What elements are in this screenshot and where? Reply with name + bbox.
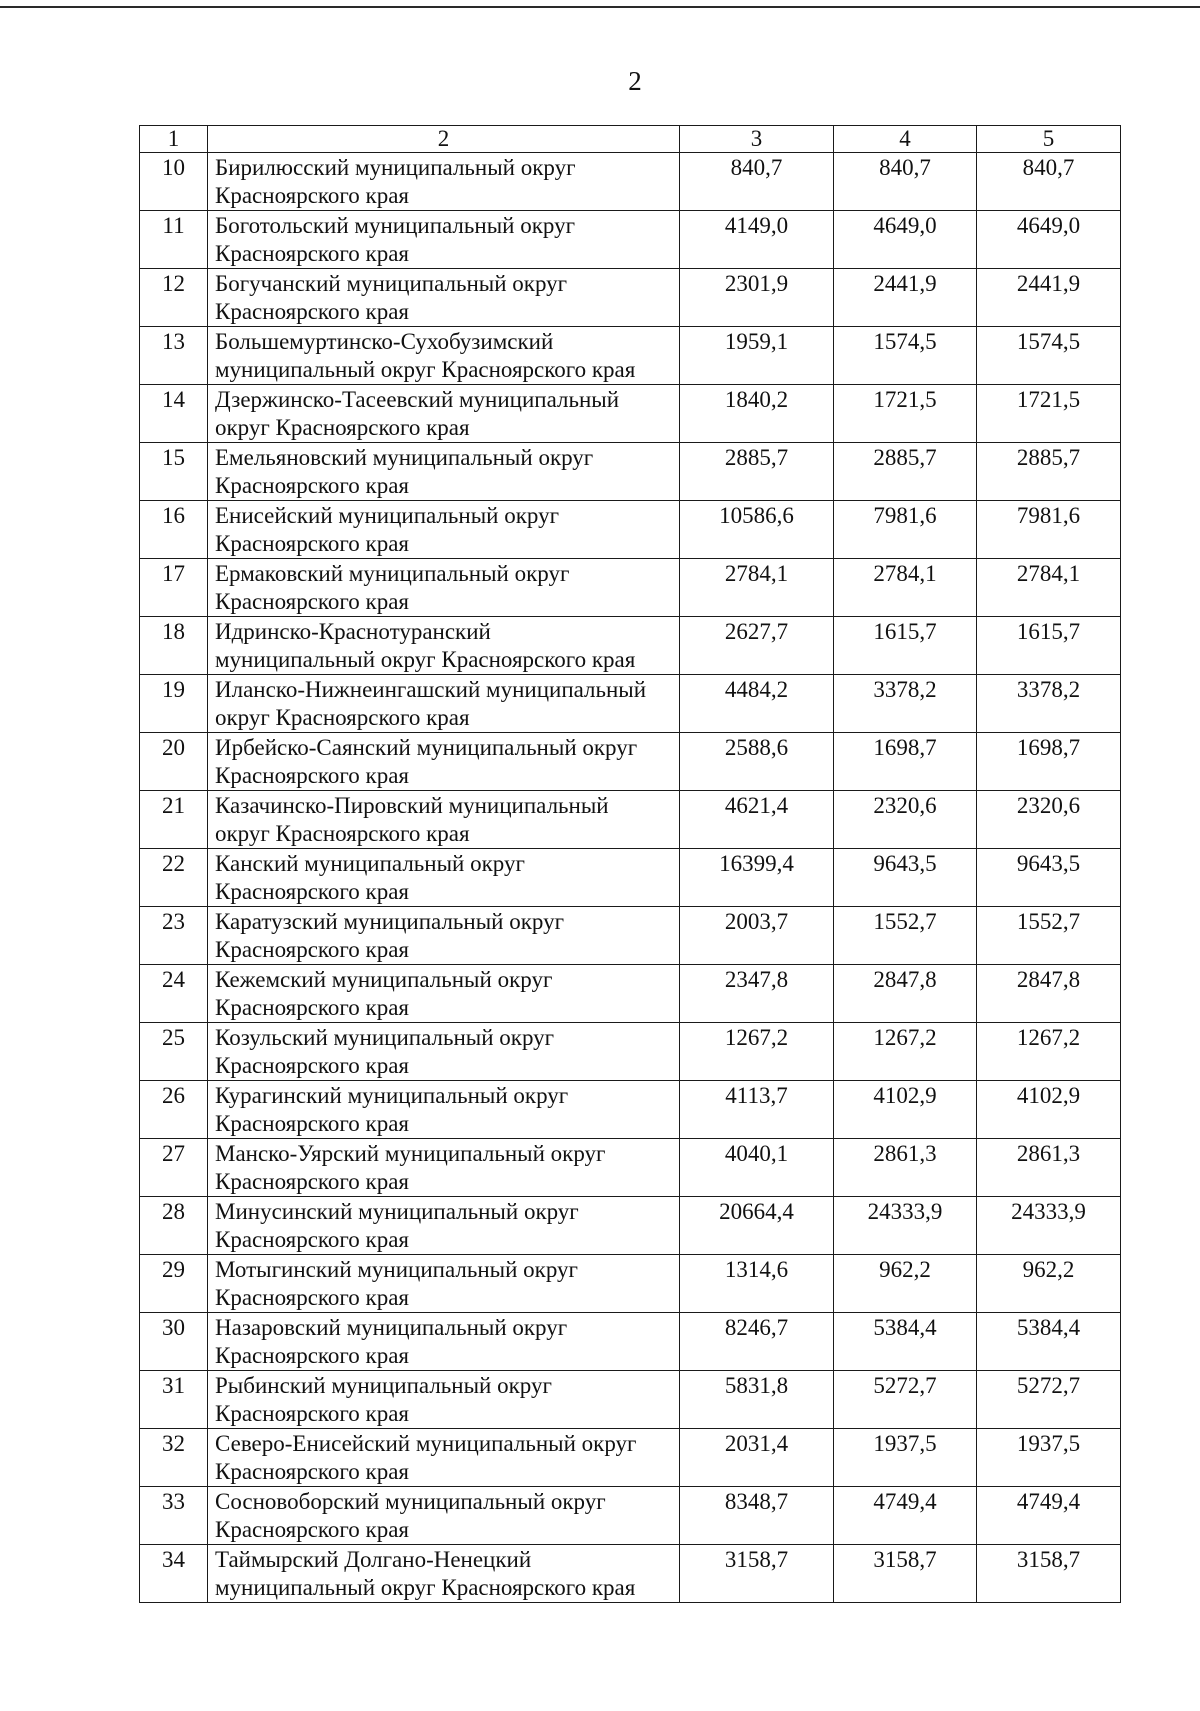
value-col-4: 1937,5	[834, 1429, 977, 1487]
value-col-5: 1721,5	[977, 385, 1121, 443]
table-row	[140, 907, 1121, 965]
municipality-name-line-1: Идринско-Краснотуранский	[215, 619, 491, 644]
row-number: 33	[140, 1487, 208, 1545]
municipality-name-line-1: Казачинско-Пировский муниципальный	[215, 793, 609, 818]
value-col-4: 1615,7	[834, 617, 977, 675]
municipality-name	[208, 617, 680, 675]
value-col-5: 1267,2	[977, 1023, 1121, 1081]
row-number: 31	[140, 1371, 208, 1429]
row-number: 16	[140, 501, 208, 559]
municipality-name	[208, 1313, 680, 1371]
table-row	[140, 327, 1121, 385]
value-col-5: 24333,9	[977, 1197, 1121, 1255]
municipality-name	[208, 675, 680, 733]
table-header-row	[140, 126, 1121, 153]
row-number: 10	[140, 153, 208, 211]
value-col-3: 1959,1	[680, 327, 834, 385]
municipality-name-line-2: Красноярского края	[215, 763, 409, 788]
row-number: 22	[140, 849, 208, 907]
value-col-5: 840,7	[977, 153, 1121, 211]
municipality-name-line-2: Красноярского края	[215, 1111, 409, 1136]
value-col-3: 2784,1	[680, 559, 834, 617]
municipality-name-line-2: округ Красноярского края	[215, 705, 470, 730]
value-col-5: 5384,4	[977, 1313, 1121, 1371]
value-col-5: 3158,7	[977, 1545, 1121, 1603]
municipality-name	[208, 211, 680, 269]
municipality-name-line-2: Красноярского края	[215, 1343, 409, 1368]
value-col-3: 2885,7	[680, 443, 834, 501]
table-row	[140, 211, 1121, 269]
table-row	[140, 617, 1121, 675]
value-col-4: 3158,7	[834, 1545, 977, 1603]
municipality-name	[208, 385, 680, 443]
municipality-name-line-1: Кежемский муниципальный округ	[215, 967, 553, 992]
value-col-4: 4649,0	[834, 211, 977, 269]
municipality-name-line-2: Красноярского края	[215, 531, 409, 556]
value-col-5: 4102,9	[977, 1081, 1121, 1139]
table-row	[140, 1081, 1121, 1139]
value-col-3: 2031,4	[680, 1429, 834, 1487]
municipality-name	[208, 1545, 680, 1603]
municipality-name	[208, 1371, 680, 1429]
municipality-name-line-2: Красноярского края	[215, 937, 409, 962]
table-row	[140, 1197, 1121, 1255]
row-number: 12	[140, 269, 208, 327]
value-col-4: 2885,7	[834, 443, 977, 501]
value-col-4: 1698,7	[834, 733, 977, 791]
municipality-name-line-2: Красноярского края	[215, 183, 409, 208]
value-col-3: 8348,7	[680, 1487, 834, 1545]
municipality-name-line-2: Красноярского края	[215, 1227, 409, 1252]
row-number: 32	[140, 1429, 208, 1487]
table-row	[140, 153, 1121, 211]
municipality-name-line-2: Красноярского края	[215, 241, 409, 266]
municipality-name	[208, 1081, 680, 1139]
value-col-4: 1721,5	[834, 385, 977, 443]
data-table	[139, 125, 1121, 1603]
header-cell-2: 2	[208, 126, 680, 153]
municipality-name	[208, 733, 680, 791]
municipality-name-line-1: Сосновоборский муниципальный округ	[215, 1489, 606, 1514]
table-row	[140, 733, 1121, 791]
municipality-name-line-2: Красноярского края	[215, 473, 409, 498]
value-col-4: 1574,5	[834, 327, 977, 385]
value-col-5: 2885,7	[977, 443, 1121, 501]
value-col-3: 4113,7	[680, 1081, 834, 1139]
table-row	[140, 849, 1121, 907]
value-col-4: 2861,3	[834, 1139, 977, 1197]
table-row	[140, 1023, 1121, 1081]
municipality-name-line-2: Красноярского края	[215, 1169, 409, 1194]
row-number: 24	[140, 965, 208, 1023]
value-col-5: 5272,7	[977, 1371, 1121, 1429]
municipality-name-line-1: Ирбейско-Саянский муниципальный округ	[215, 735, 638, 760]
municipality-name	[208, 327, 680, 385]
header-cell-1: 1	[140, 126, 208, 153]
row-number: 27	[140, 1139, 208, 1197]
table-row	[140, 675, 1121, 733]
row-number: 23	[140, 907, 208, 965]
value-col-5: 2847,8	[977, 965, 1121, 1023]
municipality-name-line-2: Красноярского края	[215, 879, 409, 904]
header-cell-3: 3	[680, 126, 834, 153]
municipality-name	[208, 269, 680, 327]
value-col-3: 8246,7	[680, 1313, 834, 1371]
table-row	[140, 1429, 1121, 1487]
value-col-4: 1267,2	[834, 1023, 977, 1081]
municipality-name-line-1: Минусинский муниципальный округ	[215, 1199, 579, 1224]
municipality-name-line-1: Манско-Уярский муниципальный округ	[215, 1141, 606, 1166]
table-row	[140, 443, 1121, 501]
value-col-5: 4749,4	[977, 1487, 1121, 1545]
value-col-4: 962,2	[834, 1255, 977, 1313]
table-row	[140, 501, 1121, 559]
value-col-5: 2784,1	[977, 559, 1121, 617]
value-col-5: 3378,2	[977, 675, 1121, 733]
table-row	[140, 791, 1121, 849]
value-col-5: 2441,9	[977, 269, 1121, 327]
header-cell-4: 4	[834, 126, 977, 153]
row-number: 29	[140, 1255, 208, 1313]
value-col-5: 2320,6	[977, 791, 1121, 849]
value-col-4: 4749,4	[834, 1487, 977, 1545]
value-col-3: 1840,2	[680, 385, 834, 443]
value-col-4: 5384,4	[834, 1313, 977, 1371]
row-number: 11	[140, 211, 208, 269]
value-col-3: 3158,7	[680, 1545, 834, 1603]
value-col-5: 2861,3	[977, 1139, 1121, 1197]
municipality-name-line-1: Мотыгинский муниципальный округ	[215, 1257, 578, 1282]
row-number: 28	[140, 1197, 208, 1255]
municipality-name	[208, 1429, 680, 1487]
table-row	[140, 1139, 1121, 1197]
municipality-name-line-2: округ Красноярского края	[215, 415, 470, 440]
table-row	[140, 1545, 1121, 1603]
municipality-name-line-2: Красноярского края	[215, 1285, 409, 1310]
municipality-name-line-2: Красноярского края	[215, 1517, 409, 1542]
value-col-4: 5272,7	[834, 1371, 977, 1429]
municipality-name	[208, 849, 680, 907]
municipality-name	[208, 559, 680, 617]
municipality-name-line-1: Таймырский Долгано-Ненецкий	[215, 1547, 532, 1572]
value-col-3: 5831,8	[680, 1371, 834, 1429]
table-row	[140, 1371, 1121, 1429]
municipality-name-line-1: Козульский муниципальный округ	[215, 1025, 555, 1050]
value-col-5: 1574,5	[977, 327, 1121, 385]
municipality-name	[208, 965, 680, 1023]
row-number: 21	[140, 791, 208, 849]
table-row	[140, 1487, 1121, 1545]
value-col-3: 16399,4	[680, 849, 834, 907]
municipality-name	[208, 501, 680, 559]
municipality-name-line-1: Большемуртинско-Сухобузимский	[215, 329, 554, 354]
value-col-3: 1314,6	[680, 1255, 834, 1313]
municipality-name-line-1: Рыбинский муниципальный округ	[215, 1373, 552, 1398]
row-number: 17	[140, 559, 208, 617]
municipality-name	[208, 1197, 680, 1255]
value-col-3: 2588,6	[680, 733, 834, 791]
value-col-3: 2627,7	[680, 617, 834, 675]
municipality-name-line-1: Емельяновский муниципальный округ	[215, 445, 594, 470]
value-col-3: 4040,1	[680, 1139, 834, 1197]
municipality-name	[208, 1255, 680, 1313]
value-col-3: 2301,9	[680, 269, 834, 327]
municipality-name	[208, 1487, 680, 1545]
value-col-3: 2347,8	[680, 965, 834, 1023]
municipality-name-line-2: округ Красноярского края	[215, 821, 470, 846]
table-row	[140, 385, 1121, 443]
value-col-3: 4484,2	[680, 675, 834, 733]
row-number: 25	[140, 1023, 208, 1081]
municipality-name-line-2: Красноярского края	[215, 299, 409, 324]
value-col-4: 9643,5	[834, 849, 977, 907]
value-col-3: 1267,2	[680, 1023, 834, 1081]
value-col-3: 840,7	[680, 153, 834, 211]
value-col-5: 1937,5	[977, 1429, 1121, 1487]
table-body	[140, 126, 1121, 1603]
scan-edge-line	[0, 6, 1200, 8]
row-number: 13	[140, 327, 208, 385]
municipality-name-line-1: Боготольский муниципальный округ	[215, 213, 576, 238]
municipality-name-line-2: муниципальный округ Красноярского края	[215, 357, 636, 382]
municipality-name-line-2: Красноярского края	[215, 589, 409, 614]
row-number: 18	[140, 617, 208, 675]
municipality-name-line-1: Богучанский муниципальный округ	[215, 271, 568, 296]
value-col-3: 10586,6	[680, 501, 834, 559]
table-row	[140, 269, 1121, 327]
value-col-5: 1615,7	[977, 617, 1121, 675]
municipality-name-line-1: Курагинский муниципальный округ	[215, 1083, 569, 1108]
municipality-name-line-2: Красноярского края	[215, 1459, 409, 1484]
municipality-name-line-1: Иланско-Нижнеингашский муниципальный	[215, 677, 647, 702]
municipality-name-line-2: Красноярского края	[215, 995, 409, 1020]
municipality-name	[208, 443, 680, 501]
municipality-name	[208, 907, 680, 965]
value-col-3: 4149,0	[680, 211, 834, 269]
row-number: 14	[140, 385, 208, 443]
row-number: 15	[140, 443, 208, 501]
municipality-name-line-2: Красноярского края	[215, 1401, 409, 1426]
municipality-name	[208, 153, 680, 211]
municipality-name-line-2: муниципальный округ Красноярского края	[215, 1575, 636, 1600]
municipality-name	[208, 1139, 680, 1197]
page-number: 2	[628, 66, 642, 96]
value-col-4: 2441,9	[834, 269, 977, 327]
municipality-name-line-2: муниципальный округ Красноярского края	[215, 647, 636, 672]
value-col-4: 7981,6	[834, 501, 977, 559]
value-col-4: 2320,6	[834, 791, 977, 849]
value-col-5: 1552,7	[977, 907, 1121, 965]
value-col-4: 840,7	[834, 153, 977, 211]
row-number: 30	[140, 1313, 208, 1371]
value-col-5: 7981,6	[977, 501, 1121, 559]
municipality-name-line-1: Енисейский муниципальный округ	[215, 503, 560, 528]
municipality-name-line-1: Бирилюсский муниципальный округ	[215, 155, 576, 180]
row-number: 34	[140, 1545, 208, 1603]
value-col-4: 2847,8	[834, 965, 977, 1023]
municipality-name-line-2: Красноярского края	[215, 1053, 409, 1078]
municipality-name	[208, 791, 680, 849]
row-number: 19	[140, 675, 208, 733]
value-col-3: 20664,4	[680, 1197, 834, 1255]
value-col-4: 4102,9	[834, 1081, 977, 1139]
municipality-name-line-1: Северо-Енисейский муниципальный округ	[215, 1431, 637, 1456]
municipality-name-line-1: Назаровский муниципальный округ	[215, 1315, 568, 1340]
value-col-4: 3378,2	[834, 675, 977, 733]
value-col-3: 2003,7	[680, 907, 834, 965]
table-row	[140, 1255, 1121, 1313]
row-number: 20	[140, 733, 208, 791]
value-col-4: 2784,1	[834, 559, 977, 617]
value-col-5: 962,2	[977, 1255, 1121, 1313]
municipality-name-line-1: Каратузский муниципальный округ	[215, 909, 565, 934]
value-col-4: 24333,9	[834, 1197, 977, 1255]
table-row	[140, 559, 1121, 617]
row-number: 26	[140, 1081, 208, 1139]
value-col-5: 1698,7	[977, 733, 1121, 791]
table-row	[140, 965, 1121, 1023]
value-col-5: 4649,0	[977, 211, 1121, 269]
municipality-name-line-1: Ермаковский муниципальный округ	[215, 561, 570, 586]
table-row	[140, 1313, 1121, 1371]
municipality-name	[208, 1023, 680, 1081]
municipality-name-line-1: Дзержинско-Тасеевский муниципальный	[215, 387, 620, 412]
value-col-4: 1552,7	[834, 907, 977, 965]
municipality-name-line-1: Канский муниципальный округ	[215, 851, 525, 876]
value-col-3: 4621,4	[680, 791, 834, 849]
value-col-5: 9643,5	[977, 849, 1121, 907]
header-cell-5: 5	[977, 126, 1121, 153]
